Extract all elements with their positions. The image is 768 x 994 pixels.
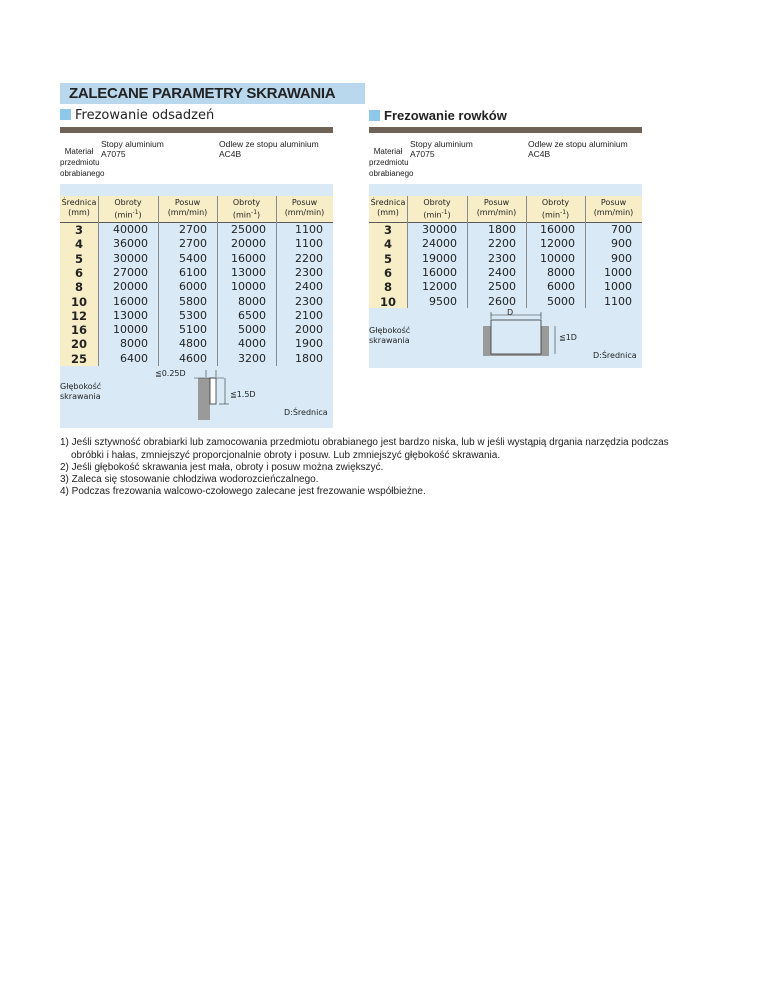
table-cell: 1000 bbox=[604, 280, 632, 294]
material-label: Materiał przedmiotu obrabianego bbox=[369, 147, 414, 178]
table-cell: 2200 bbox=[295, 251, 323, 265]
table-cell: 2500 bbox=[488, 280, 516, 294]
table-cell: 30000 bbox=[113, 251, 148, 265]
table-cell: 2200 bbox=[488, 237, 516, 251]
diameter-cell: 10 bbox=[70, 294, 87, 309]
diameter-cell: 8 bbox=[383, 280, 392, 295]
table-cell: 16000 bbox=[231, 251, 266, 265]
column-header: Obroty $(\min^{-1})$ bbox=[541, 198, 570, 220]
table-cell: 700 bbox=[611, 223, 632, 236]
table-cell: 5800 bbox=[179, 294, 207, 308]
table-cell: 20000 bbox=[113, 280, 148, 294]
depth-label: Głębokość skrawania bbox=[60, 382, 102, 401]
column-divider bbox=[158, 196, 159, 366]
material-a7075: Stopy aluminium A7075 bbox=[410, 139, 473, 159]
table-cell: 27000 bbox=[113, 265, 148, 279]
column-header: Posuw (mm/min) bbox=[284, 198, 325, 217]
table-cell: 1100 bbox=[604, 294, 632, 308]
table-cell: 900 bbox=[611, 251, 632, 265]
table-cell: 5000 bbox=[238, 323, 266, 337]
square-bullet-icon bbox=[369, 110, 380, 121]
column-header: Posuw (mm/min) bbox=[167, 198, 208, 217]
table-cell: 8000 bbox=[238, 294, 266, 308]
column-divider bbox=[585, 196, 586, 308]
table-cell: 2300 bbox=[295, 265, 323, 279]
diameter-cell: 4 bbox=[383, 237, 392, 252]
shoulder-milling-diagram bbox=[188, 366, 232, 422]
table-cell: 6400 bbox=[120, 351, 148, 365]
table-cell: 1800 bbox=[295, 351, 323, 365]
table-cell: 20000 bbox=[231, 237, 266, 251]
table-cell: 1100 bbox=[295, 237, 323, 251]
header-divider bbox=[369, 222, 642, 223]
slot-milling-diagram bbox=[481, 308, 561, 356]
dimension-top-label: ≦0.25D bbox=[155, 369, 186, 378]
column-divider bbox=[467, 196, 468, 308]
table-cell: 4800 bbox=[179, 337, 207, 351]
diameter-cell: 4 bbox=[74, 237, 83, 252]
section-heading: Frezowanie odsadzeń bbox=[60, 108, 214, 124]
note-1: 1) Jeśli sztywność obrabiarki lub zamocowania przedmiotu obrabianego jest bardzo niska, lub w jeśli wystąpią drgania narzędzia podczas bbox=[60, 437, 669, 448]
column-divider bbox=[217, 196, 218, 366]
table-cell: 24000 bbox=[422, 237, 457, 251]
diameter-cell: 6 bbox=[74, 265, 83, 280]
table-cell: 13000 bbox=[231, 265, 266, 279]
table-cell: 5300 bbox=[179, 308, 207, 322]
column-header: Obroty $(\min^{-1})$ bbox=[232, 198, 261, 220]
column-header: Obroty $(\min^{-1})$ bbox=[423, 198, 451, 220]
dimension-side-label: ≦1D bbox=[559, 333, 577, 342]
table-cell: 2700 bbox=[179, 237, 207, 251]
table-cell: 6000 bbox=[547, 280, 575, 294]
table-cell: 2000 bbox=[295, 323, 323, 337]
table-cell: 2400 bbox=[295, 280, 323, 294]
table-cell: 5000 bbox=[547, 294, 575, 308]
table-cell: 5400 bbox=[179, 251, 207, 265]
depth-label: Głębokość skrawania bbox=[369, 326, 411, 345]
table-cell: 12000 bbox=[540, 237, 575, 251]
table-cell: 1000 bbox=[604, 265, 632, 279]
dimension-top-label: D bbox=[507, 308, 514, 317]
table-cell: 1100 bbox=[295, 223, 323, 236]
table-cell: 36000 bbox=[113, 237, 148, 251]
table-cell: 1800 bbox=[488, 223, 516, 236]
slot-milling-section bbox=[369, 108, 642, 368]
column-divider bbox=[526, 196, 527, 308]
table-cell: 2700 bbox=[179, 223, 207, 236]
square-bullet-icon bbox=[60, 109, 71, 120]
diameter-header: Średnica (mm) bbox=[370, 198, 406, 217]
table-cell: 10000 bbox=[540, 251, 575, 265]
column-divider bbox=[276, 196, 277, 366]
diameter-cell: 5 bbox=[383, 251, 392, 266]
table-cell: 1900 bbox=[295, 337, 323, 351]
table-cell: 2100 bbox=[295, 308, 323, 322]
header-divider bbox=[60, 222, 333, 223]
material-label: Materiał przedmiotu obrabianego bbox=[60, 147, 105, 178]
diameter-cell: 5 bbox=[74, 251, 83, 266]
table-cell: 900 bbox=[611, 237, 632, 251]
note-4: 4) Podczas frezowania walcowo-czołowego zalecane jest frezowanie współbieżne. bbox=[60, 486, 426, 497]
table-cell: 19000 bbox=[422, 251, 457, 265]
note-1-cont: obróbki i hałas, zmniejszyć proporcjonalnie obroty i posuw. Lub zmniejszyć głębokość skrawania. bbox=[71, 450, 501, 461]
dimension-side-label: ≦1.5D bbox=[230, 390, 256, 399]
table-cell: 6100 bbox=[179, 265, 207, 279]
table-cell: 2300 bbox=[295, 294, 323, 308]
table-cell: 4600 bbox=[179, 351, 207, 365]
diameter-cell: 25 bbox=[70, 351, 87, 366]
diameter-header: Średnica (mm) bbox=[61, 198, 97, 217]
column-divider bbox=[407, 196, 408, 308]
table-cell: 8000 bbox=[547, 265, 575, 279]
table-cell: 4000 bbox=[238, 337, 266, 351]
material-ac4b: Odlew ze stopu aluminium AC4B bbox=[528, 139, 628, 159]
page-title: ZALECANE PARAMETRY SKRAWANIA bbox=[60, 83, 365, 104]
section-heading: Frezowanie rowków bbox=[369, 108, 507, 124]
legend-text: D:Średnica bbox=[593, 351, 637, 360]
diameter-cell: 12 bbox=[70, 308, 87, 323]
table-cell: 13000 bbox=[113, 308, 148, 322]
table-cell: 3200 bbox=[238, 351, 266, 365]
table-cell: 12000 bbox=[422, 280, 457, 294]
table-cell: 6000 bbox=[179, 280, 207, 294]
table-cell: 5100 bbox=[179, 323, 207, 337]
table-cell: 9500 bbox=[429, 294, 457, 308]
diameter-cell: 8 bbox=[74, 280, 83, 295]
table-cell: 30000 bbox=[422, 223, 457, 236]
diameter-cell: 3 bbox=[383, 223, 392, 237]
note-2: 2) Jeśli głębokość skrawania jest mała, obroty i posuw można zwiększyć. bbox=[60, 462, 384, 473]
heading-bar bbox=[60, 127, 333, 133]
table-cell: 10000 bbox=[113, 323, 148, 337]
table-cell: 16000 bbox=[113, 294, 148, 308]
column-header: Obroty $(\min^{-1})$ bbox=[114, 198, 142, 220]
table-cell: 2600 bbox=[488, 294, 516, 308]
table-cell: 10000 bbox=[231, 280, 266, 294]
column-header: Posuw (mm/min) bbox=[476, 198, 517, 217]
diameter-cell: 10 bbox=[379, 294, 396, 309]
shoulder-milling-section bbox=[60, 108, 333, 428]
legend-text: D:Średnica bbox=[284, 408, 328, 417]
table-cell: 16000 bbox=[422, 265, 457, 279]
table-cell: 16000 bbox=[540, 223, 575, 236]
table-cell: 6500 bbox=[238, 308, 266, 322]
diameter-cell: 3 bbox=[74, 223, 83, 237]
material-ac4b: Odlew ze stopu aluminium AC4B bbox=[219, 139, 319, 159]
material-a7075: Stopy aluminium A7075 bbox=[101, 139, 164, 159]
column-header: Posuw (mm/min) bbox=[593, 198, 634, 217]
table-cell: 25000 bbox=[231, 223, 266, 236]
table-cell: 2400 bbox=[488, 265, 516, 279]
table-cell: 2300 bbox=[488, 251, 516, 265]
column-divider bbox=[98, 196, 99, 366]
table-cell: 8000 bbox=[120, 337, 148, 351]
heading-bar bbox=[369, 127, 642, 133]
diameter-cell: 6 bbox=[383, 265, 392, 280]
diameter-cell: 16 bbox=[70, 323, 87, 338]
diameter-cell: 20 bbox=[70, 337, 87, 352]
note-3: 3) Zaleca się stosowanie chłodziwa wodorozcieńczalnego. bbox=[60, 474, 319, 485]
table-cell: 40000 bbox=[113, 223, 148, 236]
